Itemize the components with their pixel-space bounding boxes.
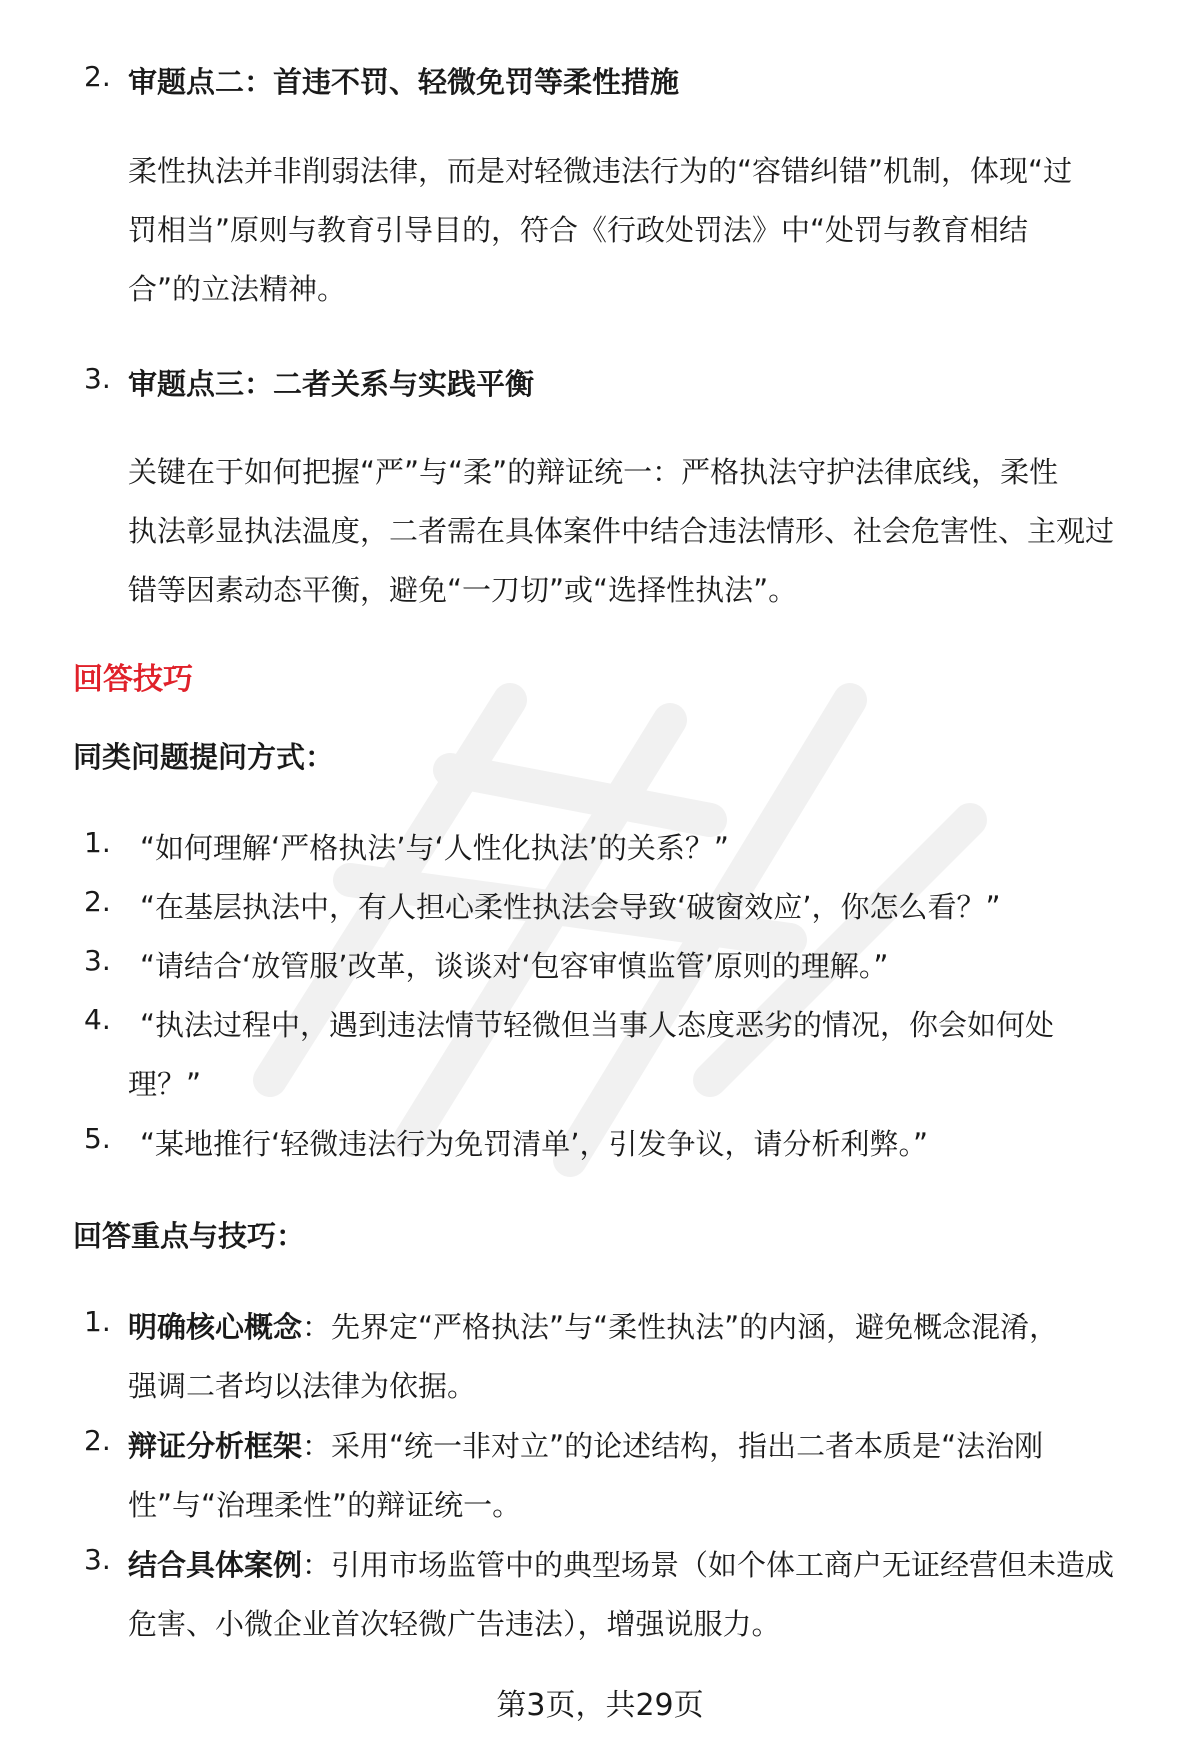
- list-item: “某地推行‘轻微违法行为免罚清单’，引发争议，请分析利弊。”: [140, 1127, 928, 1161]
- list-item: “执法过程中，遇到违法情节轻微但当事人态度恶劣的情况，你会如何处: [140, 1008, 1055, 1042]
- key-point-text: ：引用市场监管中的典型场景（如个体工商户无证经营但未造成: [302, 1548, 1115, 1582]
- list-number: 2.: [84, 885, 111, 918]
- key-point-text: ：先界定“严格执法”与“柔性执法”的内涵，避免概念混淆，: [302, 1310, 1059, 1344]
- key-point-label: 辩证分析框架: [128, 1429, 303, 1463]
- list-number: 4.: [84, 1003, 111, 1036]
- subsection-heading: 回答重点与技巧：: [73, 1219, 306, 1253]
- key-point-label: 明确核心概念: [128, 1310, 303, 1344]
- list-item: “在基层执法中，有人担心柔性执法会导致‘破窗效应’，你怎么看？”: [140, 890, 1001, 924]
- list-number: 2.: [84, 1424, 111, 1457]
- section-heading: 回答技巧: [73, 662, 193, 697]
- paragraph-line: 关键在于如何把握“严”与“柔”的辩证统一：严格执法守护法律底线，柔性: [128, 455, 1059, 489]
- list-number: 3.: [84, 1543, 111, 1576]
- paragraph-line: 罚相当”原则与教育引导目的，符合《行政处罚法》中“处罚与教育相结: [128, 213, 1029, 247]
- page-number: 第3页，共29页: [496, 1688, 704, 1723]
- key-point-continuation: 危害、小微企业首次轻微广告违法），增强说服力。: [128, 1607, 781, 1641]
- subsection-heading: 同类问题提问方式：: [73, 740, 335, 774]
- paragraph-line: 错等因素动态平衡，避免“一刀切”或“选择性执法”。: [128, 573, 798, 607]
- list-number: 3.: [84, 944, 111, 977]
- key-point-text: ：采用“统一非对立”的论述结构，指出二者本质是“法治刚: [302, 1429, 1044, 1463]
- key-point-continuation: 性”与“治理柔性”的辩证统一。: [128, 1488, 522, 1522]
- audit-point-title: 审题点三：二者关系与实践平衡: [128, 367, 535, 401]
- paragraph-line: 柔性执法并非削弱法律，而是对轻微违法行为的“容错纠错”机制，体现“过: [128, 154, 1073, 188]
- watermark-graphic: [150, 520, 1050, 1220]
- audit-point-number: 2.: [84, 60, 111, 93]
- paragraph-line: 执法彰显执法温度，二者需在具体案件中结合违法情形、社会危害性、主观过: [128, 514, 1115, 548]
- key-point-line: [128, 1543, 1114, 1584]
- list-item: “请结合‘放管服’改革，谈谈对‘包容审慎监管’原则的理解。”: [140, 949, 889, 983]
- key-point-continuation: 强调二者均以法律为依据。: [128, 1369, 477, 1403]
- key-point-line: [128, 1305, 1058, 1346]
- key-point-line: [128, 1424, 1043, 1465]
- list-number: 5.: [84, 1122, 111, 1155]
- list-number: 1.: [84, 1305, 111, 1338]
- list-item-continuation: 理？”: [128, 1067, 202, 1101]
- audit-point-number: 3.: [84, 362, 111, 395]
- list-item: “如何理解‘严格执法’与‘人性化执法’的关系？”: [140, 831, 729, 865]
- key-point-label: 结合具体案例: [128, 1548, 303, 1582]
- paragraph-line: 合”的立法精神。: [128, 272, 347, 306]
- list-number: 1.: [84, 826, 111, 859]
- audit-point-title: 审题点二：首违不罚、轻微免罚等柔性措施: [128, 65, 680, 99]
